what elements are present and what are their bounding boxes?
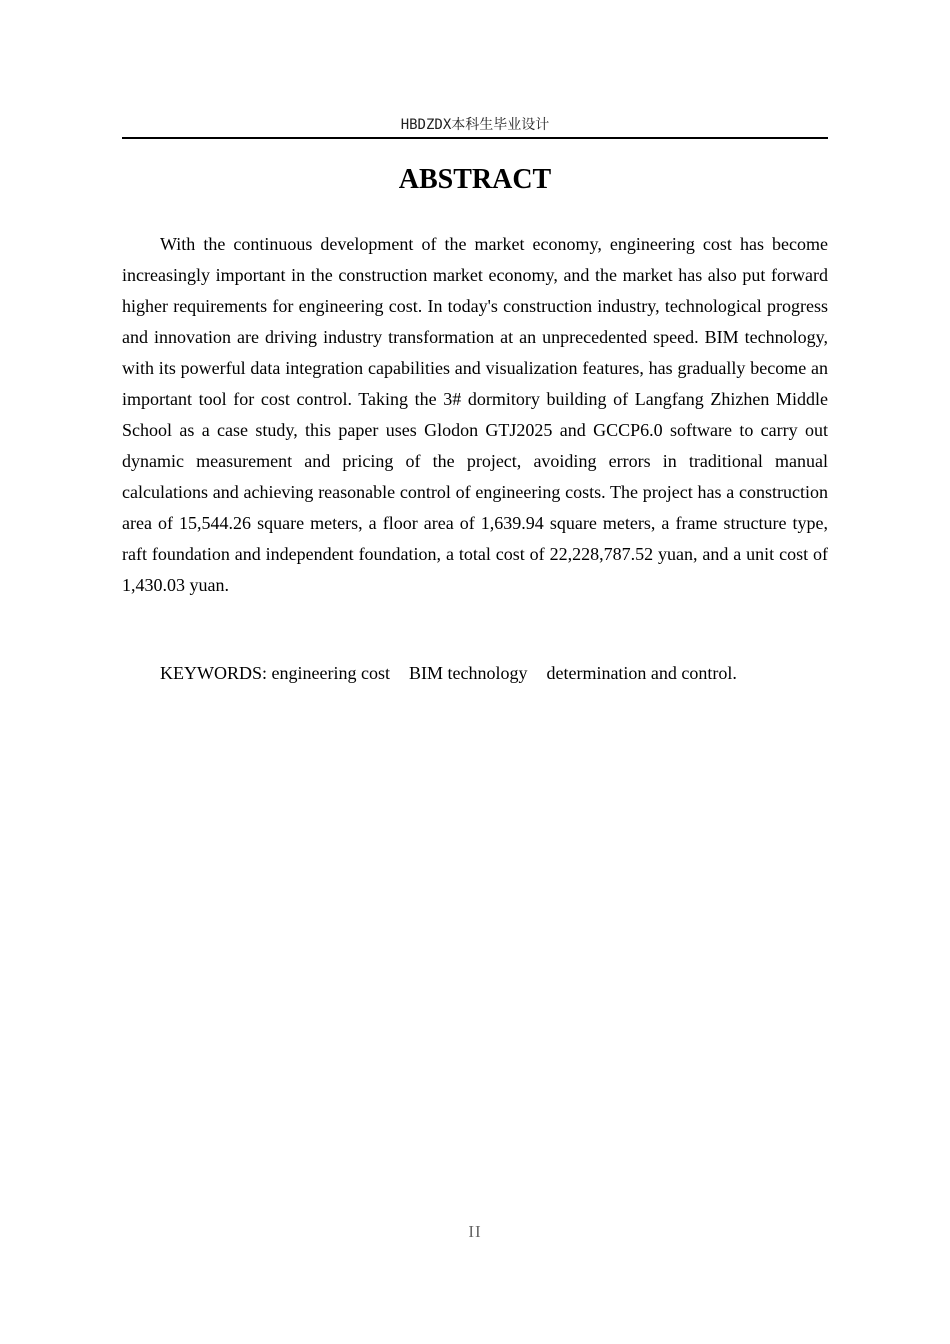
header-divider	[122, 137, 828, 139]
keywords-line	[122, 658, 828, 689]
page-number: II	[468, 1222, 482, 1241]
abstract-paragraph: With the continuous development of the market economy, engineering cost has become increasingly important in the construction market economy, and the market has also put forward higher requirements for engineering cost. In today's construction industry, technological progress and innovation are driving industry transformation at an unprecedented speed. BIM technology, with its powerful data integration capabilities and visualization features, has gradually become an important tool for cost control. Taking the 3# dormitory building of Langfang Zhizhen Middle School as a case study, this paper uses Glodon GTJ2025 and GCCP6.0 software to carry out dynamic measurement and pricing of the project, avoiding errors in traditional manual calculations and achieving reasonable control of engineering costs. The project has a construction area of 15,544.26 square meters, a floor area of 1,639.94 square meters, a frame structure type, raft foundation and independent foundation, a total cost of 22,228,787.52 yuan, and a unit cost of 1,430.03 yuan.	[122, 234, 828, 595]
page-title: ABSTRACT	[398, 164, 552, 195]
running-header: HBDZDX本科生毕业设计	[400, 117, 550, 133]
keyword-item: BIM technology	[408, 663, 528, 683]
keyword-item: determination and control.	[546, 663, 737, 683]
keyword-item: engineering cost	[271, 663, 390, 683]
keywords-label: KEYWORDS:	[160, 663, 267, 683]
